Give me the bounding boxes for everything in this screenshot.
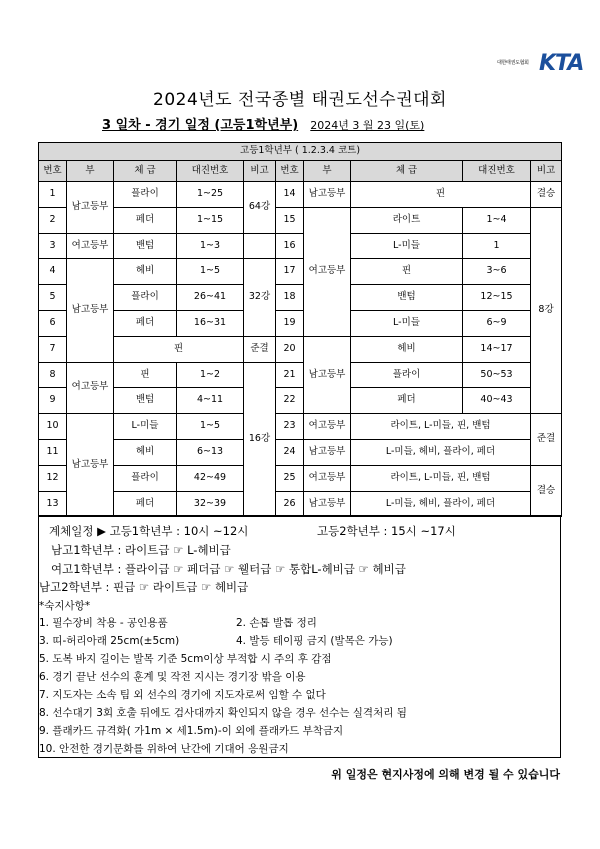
match-no: 5: [39, 285, 67, 311]
weight-class: 플라이: [114, 465, 177, 491]
note-item: 7. 지도자는 소속 팀 외 선수의 경기에 지도자로써 임할 수 없다: [39, 689, 326, 701]
table-row: [39, 310, 562, 336]
bracket-range: 26~41: [177, 285, 244, 311]
header-no: 번호: [39, 161, 67, 182]
header-weight: 체 급: [114, 161, 177, 182]
round-note: 결승: [531, 182, 562, 208]
match-no: 9: [39, 388, 67, 414]
round-note: 준결: [531, 414, 562, 466]
bracket-range: 1~2: [177, 362, 244, 388]
weight-class: 페더: [114, 491, 177, 517]
bracket-range: 1~5: [177, 414, 244, 440]
header-bracket: 대진번호: [177, 161, 244, 182]
round-note: 32강: [244, 259, 276, 336]
match-no: 12: [39, 465, 67, 491]
weight-class: 핀: [351, 182, 531, 208]
match-no: 15: [276, 207, 304, 233]
weight-class: L-미들: [351, 233, 463, 259]
weight-class: 밴텀: [351, 285, 463, 311]
section-title: 고등1학년부 ( 1.2.3.4 코트): [39, 143, 562, 161]
match-no: 19: [276, 310, 304, 336]
match-no: 16: [276, 233, 304, 259]
weight-class: 페더: [114, 207, 177, 233]
bracket-range: 1~5: [177, 259, 244, 285]
match-no: 24: [276, 439, 304, 465]
note-item: 10. 안전한 경기문화를 위하여 난간에 기대어 응원금지: [39, 743, 289, 755]
subtitle-date: 2024년 3 월 23 일(토): [310, 119, 425, 132]
table-row: [39, 233, 562, 259]
table-row: [39, 336, 562, 362]
match-no: 21: [276, 362, 304, 388]
weight-class: 플라이: [114, 182, 177, 208]
header-no: 번호: [276, 161, 304, 182]
bracket-range: 6~9: [463, 310, 531, 336]
weigh-in-schedule-high2: 고등2학년부 : 15시 ~17시: [317, 524, 456, 538]
bracket-range: 4~11: [177, 388, 244, 414]
match-no: 23: [276, 414, 304, 440]
bracket-range: 1~25: [177, 182, 244, 208]
footer-notice: 위 일정은 현지사정에 의해 변경 될 수 있습니다: [331, 768, 560, 781]
match-no: 18: [276, 285, 304, 311]
match-no: 11: [39, 439, 67, 465]
division-cell: 여고등부: [67, 362, 114, 414]
weight-class: 페더: [351, 388, 463, 414]
table-row: [39, 182, 562, 208]
table-row: [39, 414, 562, 440]
weigh-in-boys-high1: 남고1학년부 : 라이트급 ☞ L-헤비급: [51, 543, 231, 557]
schedule-table: [38, 142, 562, 517]
table-row: [39, 362, 562, 388]
bracket-range: 1: [463, 233, 531, 259]
division-cell: 남고등부: [67, 259, 114, 362]
weight-class: 핀: [351, 259, 463, 285]
bracket-range: 14~17: [463, 336, 531, 362]
weight-class: 헤비: [351, 336, 463, 362]
table-row: [39, 285, 562, 311]
note-item: 5. 도복 바지 길이는 발목 기준 5cm이상 부적합 시 주의 후 감점: [39, 653, 332, 665]
notes-heading: *숙지사항*: [39, 600, 91, 612]
match-no: 26: [276, 491, 304, 517]
match-no: 22: [276, 388, 304, 414]
round-note-empty: [244, 233, 276, 259]
bracket-range: 42~49: [177, 465, 244, 491]
subtitle-main: 3 일차 - 경기 일정 (고등1학년부): [102, 118, 299, 133]
bracket-range: 3~6: [463, 259, 531, 285]
weight-class: 플라이: [114, 285, 177, 311]
header-note: 비고: [244, 161, 276, 182]
match-no: 3: [39, 233, 67, 259]
page-subtitle: [102, 114, 424, 133]
weight-class: L-미들: [114, 414, 177, 440]
division-cell: 남고등부: [67, 414, 114, 517]
weight-class: 핀: [114, 336, 244, 362]
bracket-range: 1~4: [463, 207, 531, 233]
bracket-range: 6~13: [177, 439, 244, 465]
division-cell: 여고등부: [67, 233, 114, 259]
header-division: 부: [304, 161, 351, 182]
note-item: 3. 띠-허리아래 25cm(±5cm): [39, 635, 180, 647]
match-no: 4: [39, 259, 67, 285]
bracket-range: 40~43: [463, 388, 531, 414]
weigh-in-schedule-high1: 계체일정 ▶ 고등1학년부 : 10시 ~12시: [49, 524, 249, 538]
match-no: 10: [39, 414, 67, 440]
header-weight: 체 급: [351, 161, 463, 182]
note-item: 6. 경기 끝난 선수의 훈계 및 작전 지시는 경기장 밖을 이용: [39, 671, 306, 683]
match-no: 14: [276, 182, 304, 208]
kta-logo: [497, 50, 584, 76]
match-no: 25: [276, 465, 304, 491]
bracket-range: 1~3: [177, 233, 244, 259]
table-row: [39, 207, 562, 233]
match-no: 6: [39, 310, 67, 336]
table-row: [39, 259, 562, 285]
weight-class: 헤비: [114, 259, 177, 285]
logo-mark: KTA: [539, 51, 584, 76]
weight-class: 페더: [114, 310, 177, 336]
match-no: 1: [39, 182, 67, 208]
division-cell: 남고등부: [304, 491, 351, 517]
weight-class: 라이트, L-미들, 핀, 밴텀: [351, 414, 531, 440]
match-no: 2: [39, 207, 67, 233]
bracket-range: 50~53: [463, 362, 531, 388]
table-row: [39, 465, 562, 491]
round-note: 64강: [244, 182, 276, 234]
division-cell: 여고등부: [304, 465, 351, 491]
weigh-in-girls-high1: 여고1학년부 : 플라이급 ☞ 페더급 ☞ 웰터급 ☞ 통합L-헤비급 ☞ 헤비급: [51, 562, 406, 576]
table-row: [39, 388, 562, 414]
match-no: 20: [276, 336, 304, 362]
note-item: 2. 손톱 발톱 정리: [236, 617, 317, 629]
note-item: 4. 발등 테이핑 금지 (발목은 가능): [236, 635, 393, 647]
logo-org-name: 대한태권도협회: [497, 60, 529, 66]
note-item: 1. 필수장비 착용 - 공인용품: [39, 617, 168, 629]
division-cell: 남고등부: [304, 336, 351, 413]
page-title: 2024년도 전국종별 태권도선수권대회: [153, 90, 447, 110]
division-cell: 남고등부: [304, 439, 351, 465]
note-item: 9. 플래카드 규격화( 가1m × 세1.5m)-이 외에 플래카드 부착금지: [39, 725, 344, 737]
round-note: 8강: [531, 207, 562, 413]
bracket-range: 32~39: [177, 491, 244, 517]
weight-class: L-미들, 헤비, 플라이, 페더: [351, 439, 531, 465]
header-division: 부: [67, 161, 114, 182]
weight-class: L-미들, 헤비, 플라이, 페더: [351, 491, 531, 517]
match-no: 7: [39, 336, 67, 362]
round-note: 결승: [531, 465, 562, 517]
weight-class: 플라이: [351, 362, 463, 388]
weight-class: 헤비: [114, 439, 177, 465]
weight-class: 밴텀: [114, 233, 177, 259]
weight-class: 라이트, L-미들, 핀, 밴텀: [351, 465, 531, 491]
division-cell: 남고등부: [304, 182, 351, 208]
round-note: 16강: [244, 362, 276, 517]
bracket-range: 12~15: [463, 285, 531, 311]
weight-class: 핀: [114, 362, 177, 388]
notes-box: [38, 515, 561, 758]
division-cell: 남고등부: [67, 182, 114, 234]
weight-class: L-미들: [351, 310, 463, 336]
match-no: 17: [276, 259, 304, 285]
round-note: 준결: [244, 336, 276, 362]
note-item: 8. 선수대기 3회 호출 뒤에도 검사대까지 확인되지 않을 경우 선수는 실격처리 됨: [39, 707, 407, 719]
bracket-range: 1~15: [177, 207, 244, 233]
division-cell: 여고등부: [304, 207, 351, 336]
weigh-in-boys-high2: 남고2학년부 : 핀급 ☞ 라이트급 ☞ 헤비급: [39, 580, 249, 594]
division-cell: 여고등부: [304, 414, 351, 440]
match-no: 8: [39, 362, 67, 388]
weight-class: 라이트: [351, 207, 463, 233]
table-row: [39, 491, 562, 517]
header-note: 비고: [531, 161, 562, 182]
bracket-range: 16~31: [177, 310, 244, 336]
header-bracket: 대진번호: [463, 161, 531, 182]
weight-class: 밴텀: [114, 388, 177, 414]
table-row: [39, 439, 562, 465]
match-no: 13: [39, 491, 67, 517]
